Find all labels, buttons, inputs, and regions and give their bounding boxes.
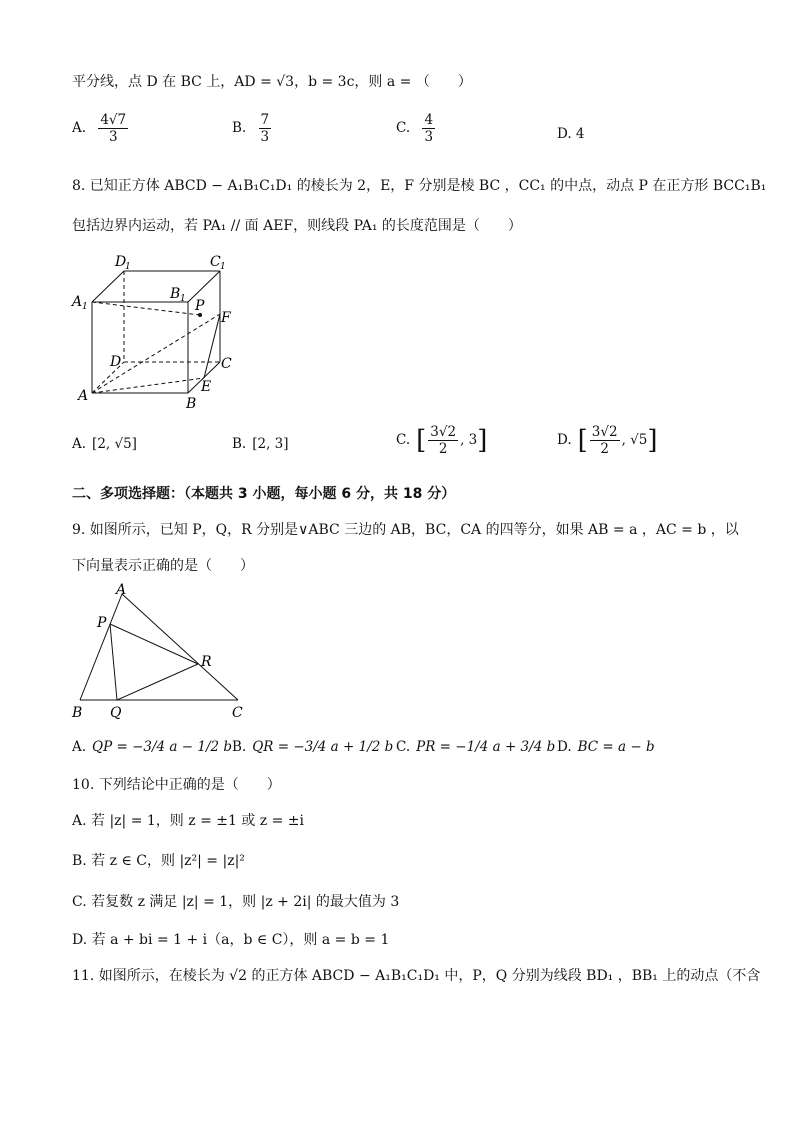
q10-option-b[interactable]: B. 若 z ∈ C，则 |z²| = |z|² <box>72 853 245 869</box>
q9-stem-line1: 9. 如图所示，已知 P，Q，R 分别是∨ABC 三边的 AB，BC，CA 的四等分，如果 AB = a ，AC = b ，以 <box>72 522 739 538</box>
label-b: B <box>72 705 83 721</box>
q8-stem-line1: 8. 已知正方体 ABCD − A₁B₁C₁D₁ 的棱长为 2，E，F 分别是棱 BC ，CC₁ 的中点，动点 P 在正方形 BCC₁B₁ <box>72 178 767 194</box>
label-q: Q <box>110 705 122 721</box>
side-ac <box>122 594 238 700</box>
q8-cube-figure <box>70 250 250 415</box>
segment-pr <box>110 624 198 664</box>
svg-text:1: 1 <box>180 294 186 304</box>
q11-stem-line1: 11. 如图所示，在棱长为 √2 的正方体 ABCD − A₁B₁C₁D₁ 中，P，Q 分别为线段 BD₁ ，BB₁ 上的动点（不含 <box>72 968 761 984</box>
label-a1: A <box>72 294 83 310</box>
label-a: A <box>116 582 127 598</box>
segment-f-e <box>204 314 220 378</box>
segment-a-e <box>92 378 204 393</box>
q7-option-b[interactable]: B. $\frac{7}{3}$ <box>232 112 270 145</box>
q9-triangle-figure <box>70 582 250 722</box>
q7-option-d[interactable]: D. 4 <box>557 126 585 142</box>
label-p: P <box>97 615 107 631</box>
edge-a1-d1 <box>92 271 124 302</box>
svg-text:1: 1 <box>82 302 88 312</box>
q8-stem-line2: 包括边界内运动，若 PA₁ // 面 AEF，则线段 PA₁ 的长度范围是（ ） <box>72 218 522 234</box>
q8-option-d[interactable]: D. [ $\frac{3√2}{2}$ , √5] <box>557 424 658 457</box>
q9-stem-line2: 下向量表示正确的是（ ） <box>72 558 254 574</box>
q9-option-a[interactable]: A. QP = −3/4 a − 1/2 b <box>72 739 233 755</box>
label-r: R <box>201 654 212 670</box>
label-p: P <box>195 298 205 314</box>
label-b1: B <box>170 286 181 302</box>
svg-text:1: 1 <box>125 262 131 272</box>
q7-option-c[interactable]: C. $\frac{4}{3}$ <box>396 112 434 145</box>
label-a: A <box>78 388 89 404</box>
section-heading-multiple-choice: 二、多项选择题：（本题共 3 小题，每小题 6 分，共 18 分） <box>72 486 456 502</box>
q10-option-c[interactable]: C. 若复数 z 满足 |z| = 1，则 |z + 2i| 的最大值为 3 <box>72 894 400 910</box>
segment-pq <box>110 624 117 700</box>
q10-option-a[interactable]: A. 若 |z| = 1，则 z = ±1 或 z = ±i <box>72 813 305 829</box>
q10-stem: 10. 下列结论中正确的是（ ） <box>72 777 281 793</box>
q9-option-b[interactable]: B. QR = −3/4 a + 1/2 b <box>232 739 394 755</box>
label-f: F <box>221 310 231 326</box>
label-d1: D <box>115 254 127 270</box>
label-b: B <box>186 396 197 412</box>
label-c1: C <box>210 254 221 270</box>
q9-option-c[interactable]: C. PR = −1/4 a + 3/4 b <box>396 739 556 755</box>
q9-option-d[interactable]: D. BC = a − b <box>557 739 655 755</box>
label-c: C <box>221 356 232 372</box>
label-c: C <box>232 705 243 721</box>
q8-option-a[interactable]: A. [2, √5] <box>72 436 137 452</box>
label-d: D <box>110 354 122 370</box>
svg-text:1: 1 <box>220 262 226 272</box>
label-e: E <box>201 379 212 395</box>
segment-qr <box>117 664 198 700</box>
q8-option-b[interactable]: B. [2, 3] <box>232 436 289 452</box>
q7-option-a[interactable]: A. $\frac{4√7}{3}$ <box>72 112 127 145</box>
q7-continuation: 平分线，点 D 在 BC 上，AD = √3，b = 3c，则 a = （ ） <box>72 74 472 90</box>
q10-option-d[interactable]: D. 若 a + bi = 1 + i（a，b ∈ C），则 a = b = 1 <box>72 932 390 948</box>
q8-option-c[interactable]: C. [ $\frac{3√2}{2}$ , 3] <box>396 424 488 457</box>
